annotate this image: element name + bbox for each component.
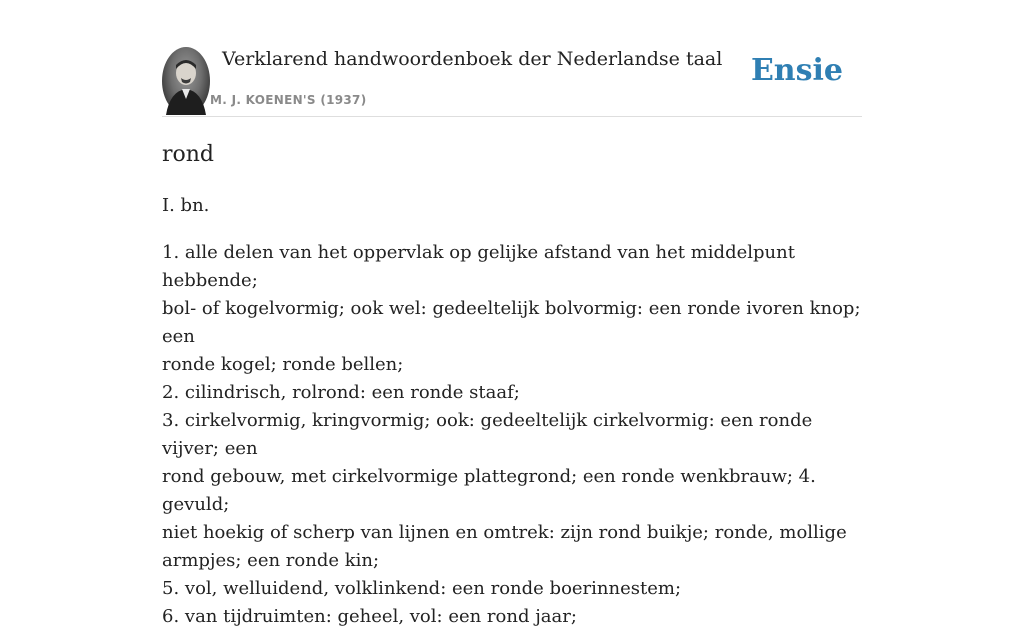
definition-line: rond gebouw, met cirkelvormige plattegrond; een ronde wenkbrauw; 4. gevuld; xyxy=(162,466,816,515)
dictionary-subtitle: M. J. KOENEN'S (1937) xyxy=(210,93,367,107)
part-of-speech: I. bn. xyxy=(162,195,210,216)
ensie-logo-link[interactable]: Ensie xyxy=(750,53,843,88)
definition-line: 1. alle delen van het oppervlak op gelijke afstand van het middelpunt hebbende; xyxy=(162,242,795,291)
author-portrait xyxy=(162,47,210,115)
definition-line: 3. cirkelvormig, kringvormig; ook: gedeeltelijk cirkelvormig: een ronde vijver; een xyxy=(162,410,813,459)
site-header xyxy=(162,46,862,117)
entry-headword: rond xyxy=(162,142,215,167)
dictionary-title: Verklarend handwoordenboek der Nederlandse taal xyxy=(222,48,723,70)
dictionary-entry xyxy=(162,138,862,631)
definition-line: bol- of kogelvormig; ook wel: gedeeltelijk bolvormig: een ronde ivoren knop; een xyxy=(162,298,861,347)
definition-text xyxy=(162,239,862,631)
definition-line: 5. vol, welluidend, volklinkend: een ronde boerinnestem; xyxy=(162,578,682,599)
definition-line: 6. van tijdruimten: geheel, vol: een rond jaar; xyxy=(162,606,577,627)
definition-line: ronde kogel; ronde bellen; xyxy=(162,354,404,375)
definition-line: armpjes; een ronde kin; xyxy=(162,550,380,571)
definition-line: 2. cilindrisch, rolrond: een ronde staaf; xyxy=(162,382,520,403)
definition-line: niet hoekig of scherp van lijnen en omtrek: zijn rond buikje; ronde, mollige xyxy=(162,522,847,543)
